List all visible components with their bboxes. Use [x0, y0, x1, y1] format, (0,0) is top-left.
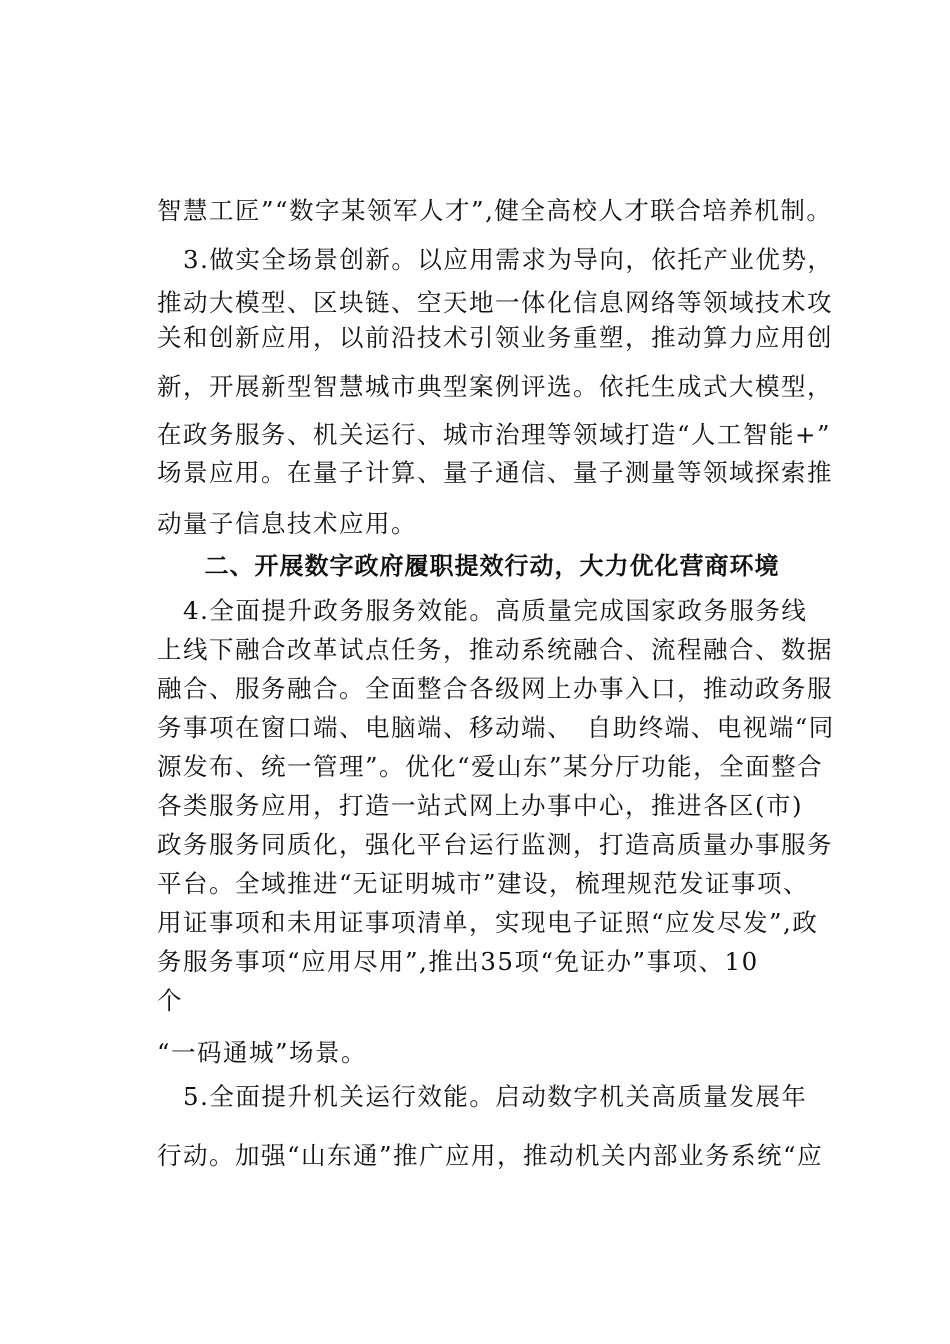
paragraph-4-line-7: 政务服务同质化，强化平台运行监测，打造高质量办事服务 — [157, 830, 833, 859]
paragraph-4-line-8: 平台。全域推进“无证明城市”建设，梳理规范发证事项、 — [157, 869, 810, 898]
paragraph-4-line-6: 各类服务应用，打造一站式网上办事中心，推进各区(市) — [157, 791, 804, 820]
paragraph-3-line-5: 在政务服务、机关运行、城市治理等领域打造“人工智能+” — [157, 420, 832, 449]
paragraph-4-line-9: 用证事项和未用证事项清单，实现电子证照“应发尽发”,政 — [157, 908, 819, 937]
paragraph-4-line-1: 4.全面提升政务服务效能。高质量完成国家政务服务线 — [157, 596, 808, 625]
section-heading: 二、开展数字政府履职提效行动，大力优化营商环境 — [204, 552, 780, 580]
paragraph-3-line-6: 场景应用。在量子计算、量子通信、量子测量等领域探索推 — [157, 458, 833, 487]
paragraph-5-line-2: 行动。加强“山东通”推广应用，推动机关内部业务系统“应 — [157, 1141, 824, 1170]
paragraph-4-line-12: “一码通城”场景。 — [157, 1038, 368, 1067]
paragraph-3-line-3: 关和创新应用，以前沿技术引领业务重塑，推动算力应用创 — [157, 323, 833, 352]
paragraph-3-line-1: 3.做实全场景创新。以应用需求为导向，依托产业优势， — [157, 245, 834, 274]
paragraph-4-line-2: 上线下融合改革试点任务，推动系统融合、流程融合、数据 — [157, 635, 833, 664]
paragraph-4-line-5: 源发布、统一管理”。优化“爱山东”某分厅功能，全面整合 — [157, 752, 824, 781]
paragraph-3-line-4: 新，开展新型智慧城市典型案例评选。依托生成式大模型， — [157, 372, 833, 401]
paragraph-4-line-3: 融合、服务融合。全面整合各级网上办事入口，推动政务服 — [157, 674, 833, 703]
paragraph-4-line-10: 务服务事项“应用尽用”,推出35项“免证办”事项、10 — [157, 947, 759, 976]
paragraph-line-continuation: 智慧工匠”“数字某领军人才”,健全高校人才联合培养机制。 — [157, 196, 833, 225]
paragraph-3-line-7: 动量子信息技术应用。 — [157, 509, 417, 538]
paragraph-5-line-1: 5.全面提升机关运行效能。启动数字机关高质量发展年 — [157, 1082, 808, 1111]
paragraph-4-line-4: 务事项在窗口端、电脑端、移动端、 自助终端、电视端“同 — [157, 713, 835, 742]
paragraph-3-line-2: 推动大模型、区块链、空天地一体化信息网络等领域技术攻 — [157, 288, 833, 317]
paragraph-4-line-11: 个 — [157, 986, 183, 1015]
